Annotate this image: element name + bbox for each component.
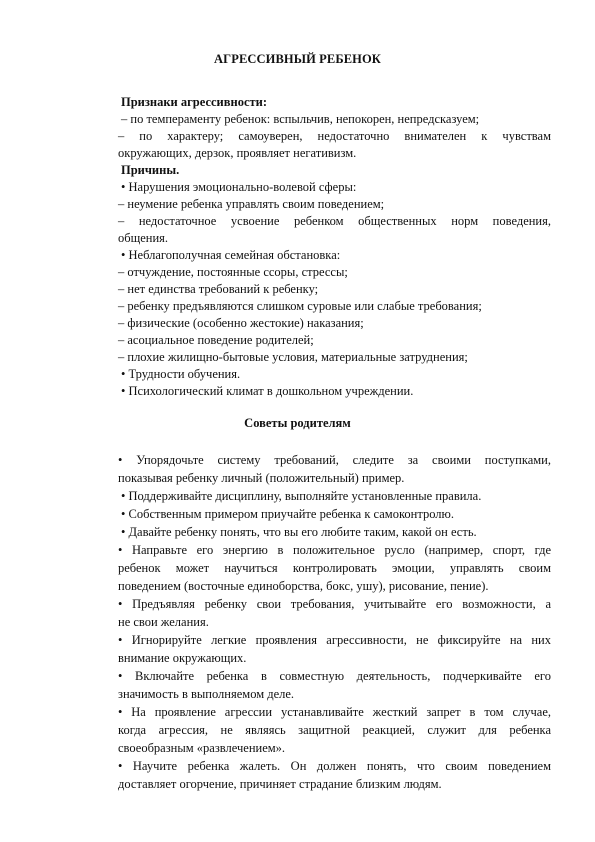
advice-line: когда агрессия, не являясь защитной реакцией, служит для ребенка — [118, 723, 551, 737]
causes-line: • Нарушения эмоционально-волевой сферы: — [121, 180, 357, 194]
causes-line: – неумение ребенка управлять своим поведением; — [118, 197, 385, 211]
advice-line: • Игнорируйте легкие проявления агрессивности, не фиксируйте на них — [118, 633, 551, 647]
advice-line: доставляет огорчение, причиняет страдание близким людям. — [118, 777, 442, 791]
document-title: АГРЕССИВНЫЙ РЕБЕНОК — [214, 52, 381, 66]
causes-line: – асоциальное поведение родителей; — [118, 333, 314, 347]
signs-heading: Признаки агрессивности: — [121, 95, 268, 109]
causes-line: • Психологический климат в дошкольном учреждении. — [121, 384, 414, 398]
advice-line: значимость в выполняемом деле. — [118, 687, 295, 701]
causes-line: – отчуждение, постоянные ссоры, стрессы; — [118, 265, 348, 279]
advice-line: внимание окружающих. — [118, 651, 247, 665]
advice-line: показывая ребенку личный (положительный) пример. — [118, 471, 405, 485]
advice-line: • На проявление агрессии устанавливайте жесткий запрет в том случае, — [118, 705, 551, 719]
causes-line: • Неблагополучная семейная обстановка: — [121, 248, 341, 262]
advice-line: • Научите ребенка жалеть. Он должен понять, что своим поведением — [118, 759, 551, 773]
causes-line: • Трудности обучения. — [121, 367, 241, 381]
advice-line: • Упорядочьте систему требований, следите за своими поступками, — [118, 453, 551, 467]
advice-line: • Давайте ребенку понять, что вы его любите таким, какой он есть. — [121, 525, 477, 539]
advice-line: ребенок может научиться контролировать эмоции, управлять своим — [118, 561, 551, 575]
signs-line: окружающих, дерзок, проявляет негативизм. — [118, 146, 357, 160]
advice-line: • Поддерживайте дисциплину, выполняйте установленные правила. — [121, 489, 482, 503]
causes-heading: Причины. — [121, 163, 180, 177]
causes-line: – физические (особенно жестокие) наказания; — [118, 316, 364, 330]
advice-line: поведением (восточные единоборства, бокс, ушу), рисование, пение). — [118, 579, 489, 593]
causes-line: – недостаточное усвоение ребенком общественных норм поведения, — [118, 214, 551, 228]
signs-line: – по темпераменту ребенок: вспыльчив, непокорен, непредсказуем; — [121, 112, 480, 126]
causes-line: – ребенку предъявляются слишком суровые или слабые требования; — [118, 299, 482, 313]
causes-line: – плохие жилищно-бытовые условия, материальные затруднения; — [118, 350, 468, 364]
advice-line: • Собственным примером приучайте ребенка к самоконтролю. — [121, 507, 454, 521]
causes-line: – нет единства требований к ребенку; — [118, 282, 319, 296]
signs-line: – по характеру; самоуверен, недостаточно внимателен к чувствам — [118, 129, 551, 143]
advice-heading: Советы родителям — [244, 416, 351, 430]
advice-line: • Включайте ребенка в совместную деятельность, подчеркивайте его — [118, 669, 551, 683]
causes-line: общения. — [118, 231, 169, 245]
advice-line: не свои желания. — [118, 615, 209, 629]
advice-line: • Направьте его энергию в положительное русло (например, спорт, где — [118, 543, 551, 557]
advice-line: своеобразным «развлечением». — [118, 741, 286, 755]
advice-line: • Предъявляя ребенку свои требования, учитывайте его возможности, а — [118, 597, 551, 611]
